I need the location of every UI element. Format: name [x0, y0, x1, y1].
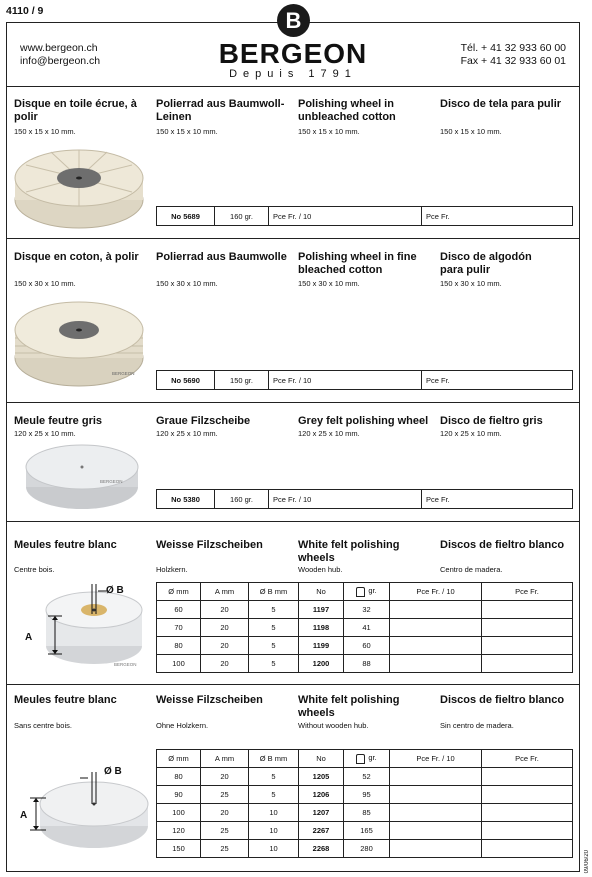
- divider: [6, 238, 580, 239]
- felt-wheel-diagram: [18, 764, 154, 860]
- size-en: 150 x 30 x 10 mm.: [298, 279, 360, 288]
- title-es: Disco de tela para pulir: [440, 98, 562, 110]
- col-diameter: Ø mm: [157, 583, 201, 601]
- divider: [6, 521, 580, 522]
- product-info-row: [156, 206, 573, 226]
- price-each: Pce Fr.: [422, 490, 573, 509]
- title-fr: Meules feutre blanc: [14, 694, 117, 706]
- subtitle-de: Ohne Holzkern.: [156, 721, 209, 730]
- col-price-each: Pce Fr.: [482, 750, 573, 768]
- grey-felt-wheel-image: [22, 441, 142, 515]
- size-es: 150 x 15 x 10 mm.: [440, 127, 502, 136]
- email-link[interactable]: info@bergeon.ch: [20, 55, 101, 67]
- felt-wheel-hub-diagram: [18, 582, 154, 672]
- contact-left: [20, 42, 100, 68]
- table-row: 100 20 10 1207 85: [157, 804, 573, 822]
- wheel-brand-mark: BERGEON: [114, 662, 137, 667]
- divider: [6, 402, 580, 403]
- cotton-wheel-image: [12, 292, 147, 392]
- size-en: 120 x 25 x 10 mm.: [298, 429, 360, 438]
- weight: 160 gr.: [215, 490, 269, 509]
- title-de: Graue Filzscheibe: [156, 415, 251, 427]
- felt-no-hub-table: [156, 749, 573, 858]
- table-header-row: [157, 583, 573, 601]
- logo-emblem: B: [277, 4, 310, 37]
- table-row: 80 20 5 1199 60: [157, 637, 573, 655]
- weight-icon: [356, 587, 365, 597]
- divider: [6, 86, 580, 87]
- col-width-a: A mm: [201, 750, 249, 768]
- subtitle-en: Wooden hub.: [298, 565, 343, 574]
- size-en: 150 x 15 x 10 mm.: [298, 127, 360, 136]
- col-article-no: No: [299, 750, 344, 768]
- price-per-10: Pce Fr. / 10: [269, 371, 422, 390]
- table-row: 80 20 5 1205 52: [157, 768, 573, 786]
- title-en: Grey felt polishing wheel: [298, 415, 429, 427]
- cotton-wheel-image: [12, 140, 147, 232]
- col-width-a: A mm: [201, 583, 249, 601]
- product-info-row: [156, 370, 573, 390]
- title-de: Polierrad aus Baumwolle: [156, 251, 287, 263]
- weight: 160 gr.: [215, 207, 269, 226]
- col-bore-b: Ø B mm: [249, 583, 299, 601]
- wheel-brand-mark: BERGEON: [100, 479, 123, 484]
- divider: [6, 684, 580, 685]
- title-de: Polierrad aus Baumwoll-Leinen: [156, 98, 285, 123]
- size-fr: 150 x 30 x 10 mm.: [14, 279, 76, 288]
- size-de: 120 x 25 x 10 mm.: [156, 429, 218, 438]
- page-number: 4110 / 9: [6, 5, 44, 17]
- article-number: No 5380: [157, 490, 215, 509]
- title-fr: Disque en coton, à polir: [14, 251, 139, 263]
- col-article-no: No: [299, 583, 344, 601]
- table-row: 120 25 10 2267 165: [157, 822, 573, 840]
- subtitle-fr: Centre bois.: [14, 565, 55, 574]
- col-diameter: Ø mm: [157, 750, 201, 768]
- fax-number: Fax + 41 32 933 60 01: [460, 55, 566, 67]
- title-fr: Disque en toile écrue, à polir: [14, 98, 137, 123]
- phone-number: Tél. + 41 32 933 60 00: [460, 42, 566, 54]
- price-per-10: Pce Fr. / 10: [269, 207, 422, 226]
- col-weight: gr.: [344, 583, 390, 601]
- size-de: 150 x 30 x 10 mm.: [156, 279, 218, 288]
- dim-b-label: Ø B: [106, 585, 124, 596]
- table-row: 70 20 5 1198 41: [157, 619, 573, 637]
- article-number: No 5690: [157, 371, 215, 390]
- website-link[interactable]: www.bergeon.ch: [20, 42, 98, 54]
- title-fr: Meules feutre blanc: [14, 539, 117, 551]
- weight-icon: [356, 754, 365, 764]
- dim-a-label: A: [20, 810, 28, 821]
- title-fr: Meule feutre gris: [14, 415, 103, 427]
- title-de: Weisse Filzscheiben: [156, 694, 263, 706]
- col-price-10: Pce Fr. / 10: [390, 750, 482, 768]
- title-en: Polishing wheel in fine bleached cotton: [298, 251, 417, 276]
- table-row: 90 25 5 1206 95: [157, 786, 573, 804]
- col-weight: gr.: [344, 750, 390, 768]
- size-fr: 150 x 15 x 10 mm.: [14, 127, 76, 136]
- col-price-10: Pce Fr. / 10: [390, 583, 482, 601]
- subtitle-fr: Sans centre bois.: [14, 721, 72, 730]
- price-each: Pce Fr.: [422, 371, 573, 390]
- price-per-10: Pce Fr. / 10: [269, 490, 422, 509]
- title-de: Weisse Filzscheiben: [156, 539, 263, 551]
- table-row: 100 20 5 1200 88: [157, 655, 573, 673]
- article-number: No 5689: [157, 207, 215, 226]
- col-bore-b: Ø B mm: [249, 750, 299, 768]
- title-es: Disco de algodón para pulir: [440, 251, 532, 276]
- title-en: Polishing wheel in unbleached cotton: [298, 98, 396, 123]
- col-price-each: Pce Fr.: [482, 583, 573, 601]
- table-header-row: [157, 750, 573, 768]
- size-es: 120 x 25 x 10 mm.: [440, 429, 502, 438]
- title-en: White felt polishing wheels: [298, 694, 400, 719]
- contact-right: [461, 42, 566, 68]
- title-es: Disco de fieltro gris: [440, 415, 543, 427]
- title-es: Discos de fieltro blanco: [440, 694, 565, 706]
- document-date: 09/06/20: [584, 850, 590, 874]
- wheel-brand-mark: BERGEON: [112, 371, 135, 376]
- dim-a-label: A: [25, 632, 33, 643]
- subtitle-es: Centro de madera.: [440, 565, 503, 574]
- subtitle-en: Without wooden hub.: [298, 721, 369, 730]
- size-de: 150 x 15 x 10 mm.: [156, 127, 218, 136]
- brand-logo: BERGEON: [218, 38, 368, 69]
- title-en: White felt polishing wheels: [298, 539, 400, 564]
- table-row: 150 25 10 2268 280: [157, 840, 573, 858]
- subtitle-de: Holzkern.: [156, 565, 188, 574]
- weight: 150 gr.: [215, 371, 269, 390]
- brand-tagline: Depuis 1791: [229, 68, 357, 80]
- size-es: 150 x 30 x 10 mm.: [440, 279, 502, 288]
- title-es: Discos de fieltro blanco: [440, 539, 565, 551]
- subtitle-es: Sin centro de madera.: [440, 721, 514, 730]
- felt-hub-table: [156, 582, 573, 673]
- price-each: Pce Fr.: [422, 207, 573, 226]
- dim-b-label: Ø B: [104, 766, 122, 777]
- product-info-row: [156, 489, 573, 509]
- size-fr: 120 x 25 x 10 mm.: [14, 429, 76, 438]
- table-row: 60 20 5 1197 32: [157, 601, 573, 619]
